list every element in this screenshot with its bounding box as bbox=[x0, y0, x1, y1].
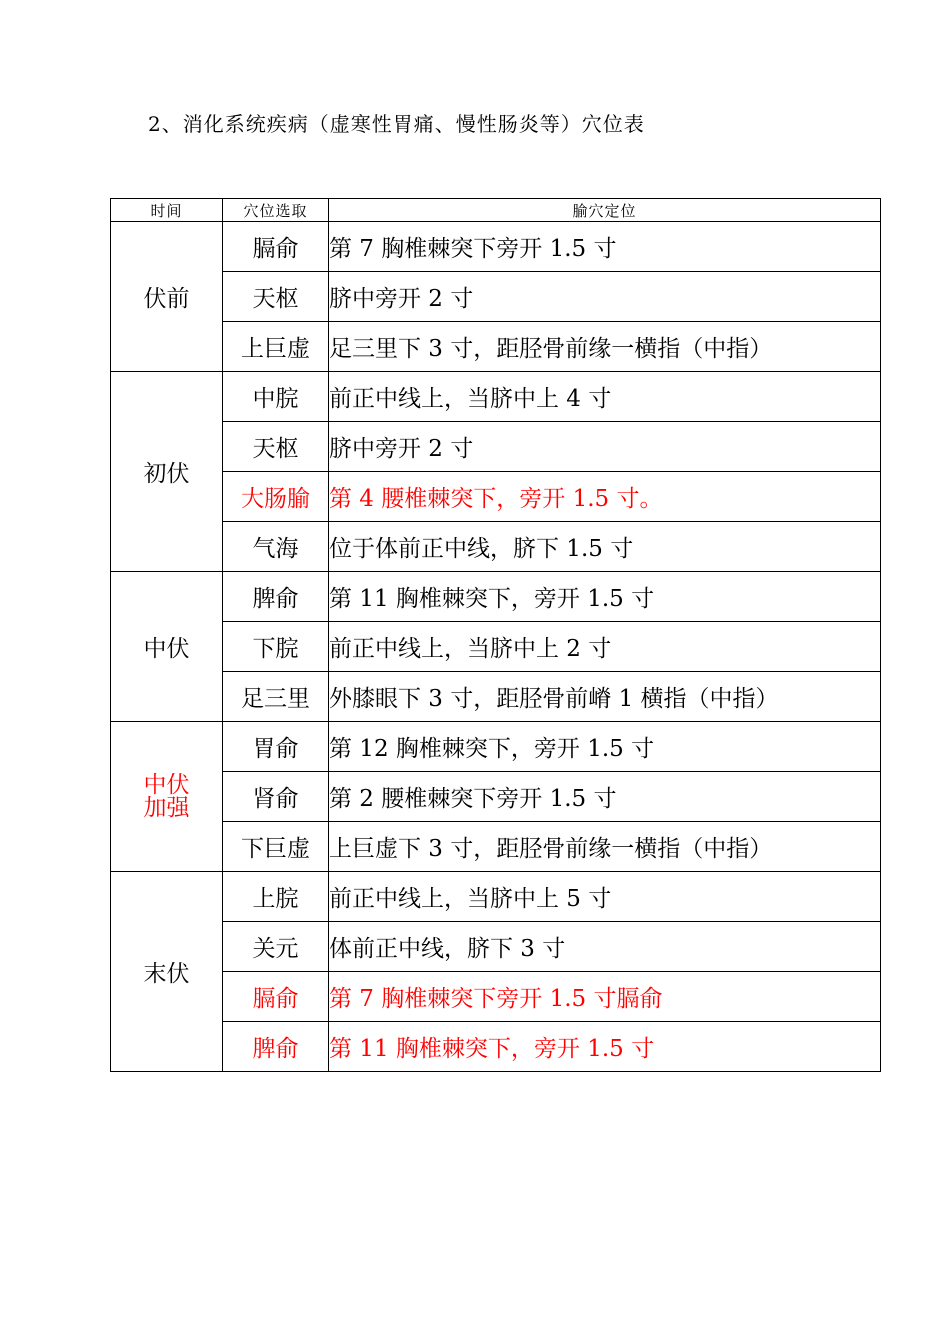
stage-cell: 伏前 bbox=[111, 222, 223, 372]
point-cell: 脾俞 bbox=[223, 572, 329, 622]
point-cell-highlight: 大肠腧 bbox=[223, 472, 329, 522]
table-row bbox=[111, 572, 881, 622]
point-cell: 上巨虚 bbox=[223, 322, 329, 372]
table-row bbox=[111, 1022, 881, 1072]
page-title: 2、消化系统疾病（虚寒性胃痛、慢性肠炎等）穴位表 bbox=[148, 112, 645, 136]
location-cell: 体前正中线，脐下 3 寸 bbox=[329, 922, 881, 972]
location-cell-highlight: 第 4 腰椎棘突下，旁开 1.5 寸。 bbox=[329, 472, 881, 522]
stage-cell: 初伏 bbox=[111, 372, 223, 572]
table-row bbox=[111, 372, 881, 422]
acupoint-table bbox=[110, 198, 881, 1072]
point-cell: 天枢 bbox=[223, 272, 329, 322]
location-cell: 第 11 胸椎棘突下，旁开 1.5 寸 bbox=[329, 572, 881, 622]
stage-label-line1: 中伏 bbox=[143, 771, 190, 798]
table-row bbox=[111, 472, 881, 522]
location-cell: 位于体前正中线，脐下 1.5 寸 bbox=[329, 522, 881, 572]
point-cell: 天枢 bbox=[223, 422, 329, 472]
location-cell-highlight: 第 7 胸椎棘突下旁开 1.5 寸膈俞 bbox=[329, 972, 881, 1022]
point-cell-highlight: 脾俞 bbox=[223, 1022, 329, 1072]
point-cell: 上脘 bbox=[223, 872, 329, 922]
point-cell: 膈俞 bbox=[223, 222, 329, 272]
table-row bbox=[111, 522, 881, 572]
location-cell: 外膝眼下 3 寸，距胫骨前嵴 1 横指（中指） bbox=[329, 672, 881, 722]
header-location: 腧穴定位 bbox=[329, 199, 881, 222]
stage-label-line2: 加强 bbox=[143, 794, 190, 821]
table-row bbox=[111, 922, 881, 972]
point-cell: 下巨虚 bbox=[223, 822, 329, 872]
table-row bbox=[111, 322, 881, 372]
stage-cell: 中伏 bbox=[111, 572, 223, 722]
location-cell: 第 12 胸椎棘突下，旁开 1.5 寸 bbox=[329, 722, 881, 772]
table-row bbox=[111, 822, 881, 872]
point-cell: 中脘 bbox=[223, 372, 329, 422]
point-cell: 气海 bbox=[223, 522, 329, 572]
point-cell-highlight: 膈俞 bbox=[223, 972, 329, 1022]
location-cell-highlight: 第 11 胸椎棘突下，旁开 1.5 寸 bbox=[329, 1022, 881, 1072]
location-cell: 第 7 胸椎棘突下旁开 1.5 寸 bbox=[329, 222, 881, 272]
table-row bbox=[111, 222, 881, 272]
table-header-row bbox=[111, 199, 881, 222]
table-row bbox=[111, 622, 881, 672]
point-cell: 关元 bbox=[223, 922, 329, 972]
stage-cell: 末伏 bbox=[111, 872, 223, 1072]
table-row bbox=[111, 872, 881, 922]
point-cell: 下脘 bbox=[223, 622, 329, 672]
table-row bbox=[111, 722, 881, 772]
location-cell: 脐中旁开 2 寸 bbox=[329, 422, 881, 472]
table-row bbox=[111, 422, 881, 472]
location-cell: 前正中线上，当脐中上 5 寸 bbox=[329, 872, 881, 922]
location-cell: 前正中线上，当脐中上 2 寸 bbox=[329, 622, 881, 672]
table-row bbox=[111, 772, 881, 822]
location-cell: 足三里下 3 寸，距胫骨前缘一横指（中指） bbox=[329, 322, 881, 372]
table-row bbox=[111, 672, 881, 722]
table-row bbox=[111, 972, 881, 1022]
point-cell: 足三里 bbox=[223, 672, 329, 722]
point-cell: 肾俞 bbox=[223, 772, 329, 822]
stage-cell-highlight bbox=[111, 722, 223, 872]
location-cell: 第 2 腰椎棘突下旁开 1.5 寸 bbox=[329, 772, 881, 822]
location-cell: 上巨虚下 3 寸，距胫骨前缘一横指（中指） bbox=[329, 822, 881, 872]
header-point: 穴位选取 bbox=[223, 199, 329, 222]
table-row bbox=[111, 272, 881, 322]
header-time: 时间 bbox=[111, 199, 223, 222]
location-cell: 脐中旁开 2 寸 bbox=[329, 272, 881, 322]
location-cell: 前正中线上，当脐中上 4 寸 bbox=[329, 372, 881, 422]
point-cell: 胃俞 bbox=[223, 722, 329, 772]
